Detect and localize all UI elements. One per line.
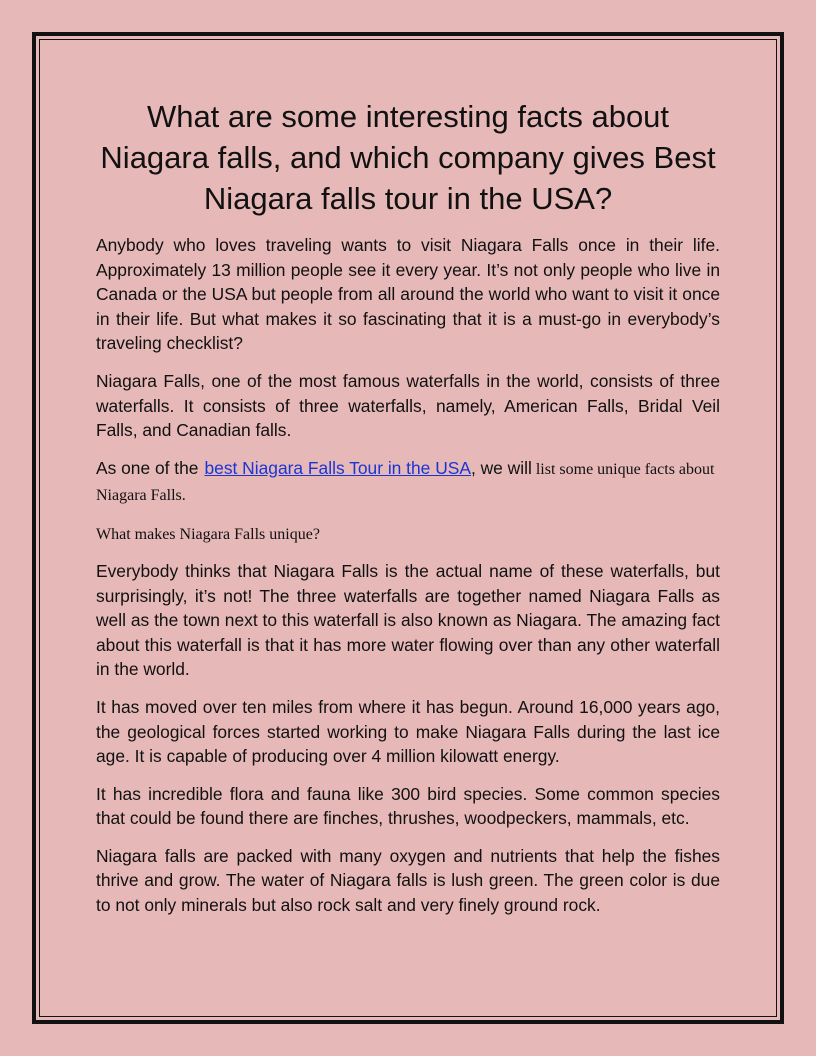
paragraph-name-fact: Everybody thinks that Niagara Falls is the actual name of these waterfalls, but surprisingly, it’s not! The three waterfalls are together named Niagara Falls as well as the town next to this waterfall is also known as Niagara. The amazing fact about this waterfall is that it has more water flowing over than any other waterfall in the world.	[96, 560, 720, 680]
paragraph-intro: Anybody who loves traveling wants to visit Niagara Falls once in their life. Approximately 13 million people see it every year. It’s not only people who live in Canada or the USA but people from all around the world who want to visit it once in their life. But what makes it so fascinating that it is a must-go in everybody’s traveling checklist?	[96, 235, 720, 354]
tour-link[interactable]: best Niagara Falls Tour in the USA	[204, 457, 471, 478]
paragraph-three-waterfalls: Niagara Falls, one of the most famous waterfalls in the world, consists of three waterfalls. It consists of three waterfalls, namely, American Falls, Bridal Veil Falls, and Canadian falls.	[96, 370, 720, 441]
paragraph-tour-text-mid: , we will	[470, 457, 532, 478]
document-title: What are some interesting facts about Niagara falls, and which company gives Best Niagara falls tour in the USA?	[100, 99, 716, 216]
paragraph-water-color: Niagara falls are packed with many oxygen and nutrients that help the fishes thrive and grow. The water of Niagara falls is lush green. The green color is due to not only minerals but also rock salt and very finely ground rock.	[96, 845, 720, 916]
paragraph-tour-link	[96, 456, 720, 509]
document-body	[96, 96, 720, 931]
paragraph-tour-text-after: list some unique facts about Niagara Falls.	[96, 460, 715, 505]
paragraph-flora-fauna: It has incredible flora and fauna like 300 bird species. Some common species that could be found there are finches, thrushes, woodpeckers, mammals, etc.	[96, 783, 720, 829]
paragraph-tour-text-before: As one of the	[96, 457, 199, 478]
paragraph-geology-fact: It has moved over ten miles from where it has begun. Around 16,000 years ago, the geological forces started working to make Niagara Falls during the last ice age. It is capable of producing over 4 million kilowatt energy.	[96, 696, 720, 767]
section-heading-unique: What makes Niagara Falls unique?	[96, 525, 320, 543]
